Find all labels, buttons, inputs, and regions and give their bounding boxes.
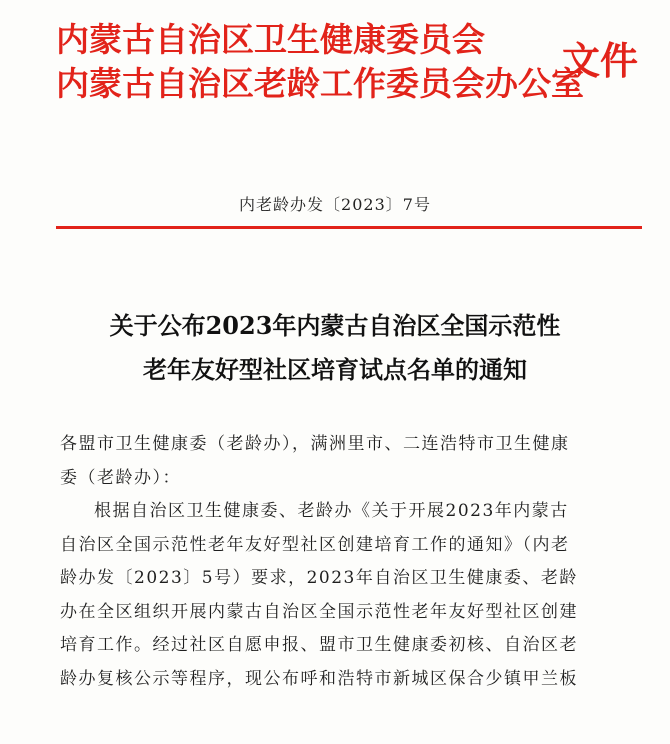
body-line-recipients: 各盟市卫生健康委（老龄办），满洲里市、二连浩特市卫生健康 <box>60 434 570 454</box>
header-suffix-document: 文件 <box>562 38 639 83</box>
body-line: 培育工作。经过社区自愿申报、盟市卫生健康委初核、自治区老 <box>60 635 578 655</box>
notice-body <box>60 428 642 696</box>
title-line: 关于公布2023年内蒙古自治区全国示范性 <box>109 311 561 340</box>
issuer-line-health-commission: 内蒙古自治区卫生健康委员会 <box>56 20 485 59</box>
red-divider-line <box>56 226 642 229</box>
issuer-line-aging-office: 内蒙古自治区老龄工作委员会办公室 <box>56 64 584 103</box>
document-number: 内老龄办发〔2023〕7号 <box>239 195 431 214</box>
body-line: 根据自治区卫生健康委、老龄办《关于开展2023年内蒙古 <box>94 501 569 521</box>
issuer-header <box>56 18 584 106</box>
notice-title <box>0 304 670 392</box>
body-line: 龄办复核公示等程序，现公布呼和浩特市新城区保合少镇甲兰板 <box>60 668 578 689</box>
title-line: 老年友好型社区培育试点名单的通知 <box>143 355 527 384</box>
body-line: 自治区全国示范性老年友好型社区创建培育工作的通知》（内老 <box>60 534 570 555</box>
body-line: 龄办发〔2023〕5号）要求，2023年自治区卫生健康委、老龄 <box>60 568 578 588</box>
body-line: 办在全区组织开展内蒙古自治区全国示范性老年友好型社区创建 <box>60 601 578 622</box>
body-line-recipients-cont: 委（老龄办）： <box>60 467 181 488</box>
